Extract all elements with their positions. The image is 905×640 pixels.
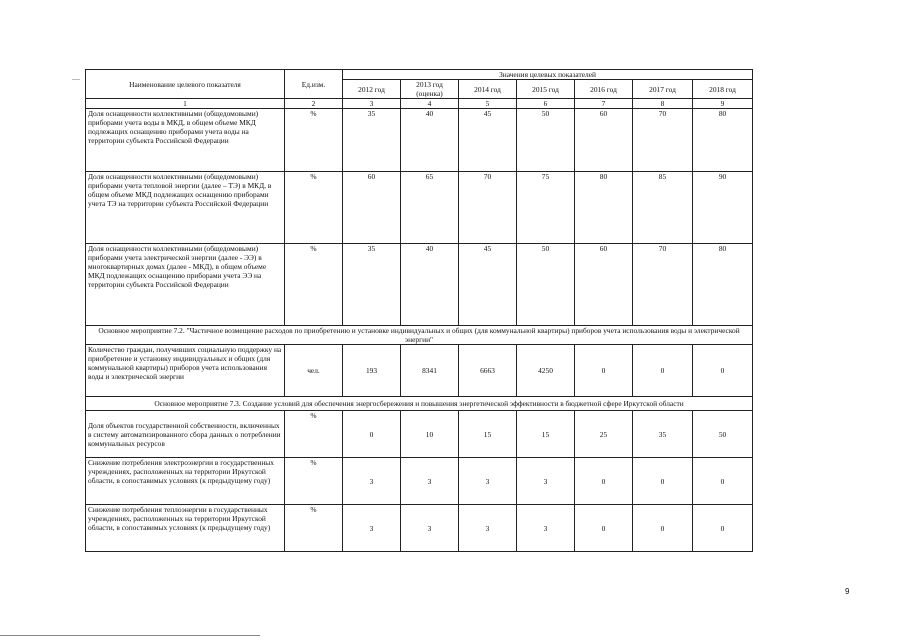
- value-cell: 70: [633, 244, 693, 326]
- value-cell: 3: [401, 505, 459, 552]
- table-row: [86, 172, 753, 244]
- indicator-name: Снижение потребления теплоэнергии в государственных учреждениях, расположенных на территории Иркутской области, в сопоставимых условиях (к предыдущему году): [86, 505, 285, 552]
- section-row: [86, 326, 753, 345]
- unit-cell: %: [285, 109, 343, 172]
- section-title: Основное мероприятие 7.2. "Частичное возмещение расходов по приобретению и установке индивидуальных и общих (для коммунальной квартиры) приборов учета использования воды и электрической энергии": [86, 326, 753, 345]
- table-row: [86, 505, 753, 552]
- indicator-name: Доля объектов государственной собственности, включенных в систему автоматизированного сбора данных о потреблении коммунальных ресурсов: [86, 411, 285, 458]
- column-number-row: [86, 99, 753, 109]
- value-cell: 0: [633, 345, 693, 397]
- value-cell: 25: [575, 411, 633, 458]
- value-cell: 3: [459, 505, 517, 552]
- table-row: [86, 345, 753, 397]
- value-cell: 60: [343, 172, 401, 244]
- target-indicators-table: [85, 69, 753, 552]
- bottom-rule: [0, 635, 260, 636]
- value-cell: 6663: [459, 345, 517, 397]
- value-cell: 35: [343, 109, 401, 172]
- year-header: 2017 год: [633, 80, 693, 99]
- value-cell: 70: [459, 172, 517, 244]
- unit-cell: чел.: [285, 345, 343, 397]
- column-number: 7: [575, 99, 633, 109]
- value-cell: 0: [575, 458, 633, 505]
- value-cell: 80: [693, 109, 753, 172]
- section-title: Основное мероприятие 7.3. Создание условий для обеспечения энергосбережения и повышения энергетической эффективности в бюджетной сфере Иркутской области: [86, 397, 753, 411]
- value-cell: 80: [693, 244, 753, 326]
- unit-cell: %: [285, 411, 343, 458]
- value-cell: 60: [575, 244, 633, 326]
- margin-tick: [72, 79, 80, 80]
- value-cell: 15: [459, 411, 517, 458]
- unit-column-header: Ед.изм.: [285, 70, 343, 99]
- indicator-name: Доля оснащенности коллективными (общедомовыми) приборами учета электрической энергии (далее - ЭЭ) в многоквартирных домах (далее - МКД), в общем объеме МКД подлежащих оснащению приборами учета ЭЭ на территории субъекта Российской Федерации: [86, 244, 285, 326]
- value-cell: 35: [343, 244, 401, 326]
- header-row-1: [86, 70, 753, 80]
- indicator-name: Доля оснащенности коллективными (общедомовыми) приборами учета воды в МКД, в общем объеме МКД подлежащих оснащению приборами учета воды на территории субъекта Российской Федерации: [86, 109, 285, 172]
- value-cell: 60: [575, 109, 633, 172]
- value-cell: 0: [633, 458, 693, 505]
- value-cell: 35: [633, 411, 693, 458]
- column-number: 9: [693, 99, 753, 109]
- table-row: [86, 411, 753, 458]
- value-cell: 3: [343, 505, 401, 552]
- value-cell: 193: [343, 345, 401, 397]
- value-cell: 50: [693, 411, 753, 458]
- value-cell: 70: [633, 109, 693, 172]
- unit-cell: %: [285, 244, 343, 326]
- year-header: 2018 год: [693, 80, 753, 99]
- value-cell: 0: [343, 411, 401, 458]
- column-number: 2: [285, 99, 343, 109]
- unit-cell: %: [285, 505, 343, 552]
- value-cell: 3: [343, 458, 401, 505]
- indicator-name: Доля оснащенности коллективными (общедомовыми) приборами учета тепловой энергии (далее – ТЭ) в МКД, в общем объеме МКД подлежащих оснащению приборами учета ТЭ на территории субъекта Российской Федерации: [86, 172, 285, 244]
- column-number: 5: [459, 99, 517, 109]
- table-row: [86, 458, 753, 505]
- value-cell: 45: [459, 109, 517, 172]
- value-cell: 3: [517, 505, 575, 552]
- value-cell: 0: [575, 505, 633, 552]
- year-header: 2013 год (оценка): [401, 80, 459, 99]
- value-cell: 40: [401, 244, 459, 326]
- value-cell: 90: [693, 172, 753, 244]
- name-column-header: Наименование целевого показателя: [86, 70, 285, 99]
- value-cell: 0: [693, 345, 753, 397]
- column-number: 1: [86, 99, 285, 109]
- value-cell: 0: [633, 505, 693, 552]
- unit-cell: %: [285, 458, 343, 505]
- column-number: 4: [401, 99, 459, 109]
- value-cell: 50: [517, 244, 575, 326]
- value-cell: 3: [517, 458, 575, 505]
- value-cell: 3: [401, 458, 459, 505]
- value-cell: 40: [401, 109, 459, 172]
- unit-cell: %: [285, 172, 343, 244]
- value-cell: 45: [459, 244, 517, 326]
- year-header: 2015 год: [517, 80, 575, 99]
- value-cell: 10: [401, 411, 459, 458]
- indicator-name: Количество граждан, получивших социальную поддержку на приобретение и установку индивидуальных и общих (для коммунальной квартиры) приборов учета использования воды и электрической энергии: [86, 345, 285, 397]
- page-number: 9: [845, 587, 850, 596]
- table-row: [86, 109, 753, 172]
- year-header: 2012 год: [343, 80, 401, 99]
- value-cell: 85: [633, 172, 693, 244]
- column-number: 3: [343, 99, 401, 109]
- column-number: 8: [633, 99, 693, 109]
- value-cell: 0: [693, 458, 753, 505]
- year-header: 2016 год: [575, 80, 633, 99]
- value-cell: 8341: [401, 345, 459, 397]
- value-cell: 0: [693, 505, 753, 552]
- value-cell: 4250: [517, 345, 575, 397]
- indicator-name: Снижение потребления электроэнергии в государственных учреждениях, расположенных на территории Иркутской области, в сопоставимых условиях (к предыдущему году): [86, 458, 285, 505]
- value-cell: 3: [459, 458, 517, 505]
- value-cell: 65: [401, 172, 459, 244]
- value-cell: 50: [517, 109, 575, 172]
- table-row: [86, 244, 753, 326]
- column-number: 6: [517, 99, 575, 109]
- values-group-header: Значения целевых показателей: [343, 70, 753, 80]
- value-cell: 75: [517, 172, 575, 244]
- value-cell: 15: [517, 411, 575, 458]
- section-row: [86, 397, 753, 411]
- year-header: 2014 год: [459, 80, 517, 99]
- value-cell: 0: [575, 345, 633, 397]
- value-cell: 80: [575, 172, 633, 244]
